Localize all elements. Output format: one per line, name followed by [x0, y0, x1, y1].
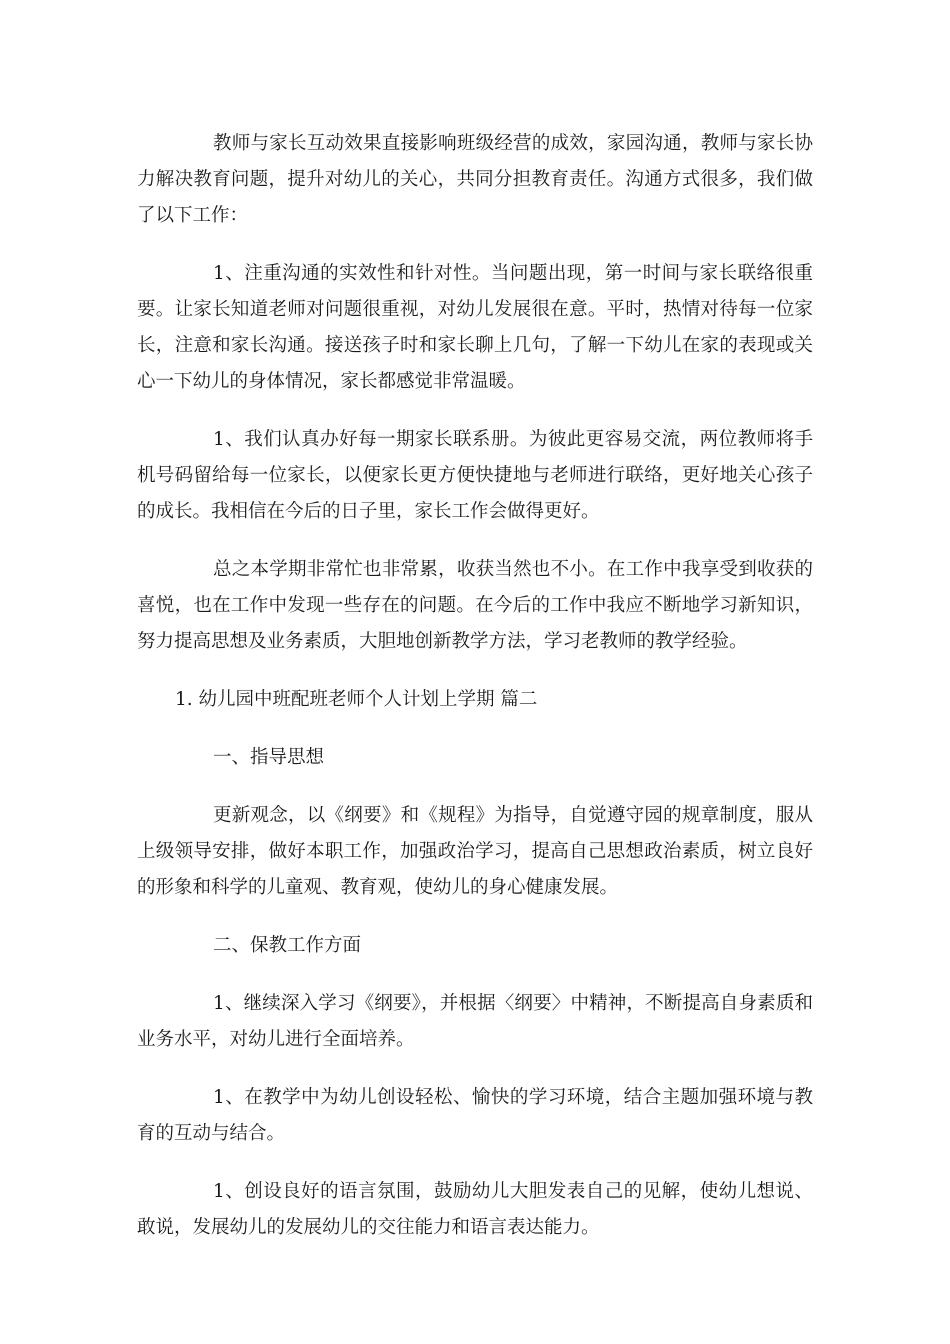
- paragraph-semester-summary: 总之本学期非常忙也非常累，收获当然也不小。在工作中我享受到收获的喜悦，也在工作中发现一些存在的问题。在今后的工作中我应不断地学习新知识，努力提高思想及业务素质，大胆地创新教学方法，学习老教师的教学经验。: [137, 559, 813, 652]
- section-heading-guiding-ideology: 一、指导思想: [213, 747, 325, 768]
- document-page: [137, 126, 813, 1268]
- article-heading: 1. 幼儿园中班配班老师个人计划上学期 篇二: [175, 689, 538, 710]
- paragraph-home-school-intro: 教师与家长互动效果直接影响班级经营的成效，家园沟通，教师与家长协力解决教育问题，提升对幼儿的关心，共同分担教育责任。沟通方式很多，我们做了以下工作：: [137, 133, 813, 226]
- paragraph-guiding-ideology: 更新观念，以《纲要》和《规程》为指导，自觉遵守园的规章制度，服从上级领导安排，做好本职工作，加强政治学习，提高自己思想政治素质，树立良好的形象和科学的儿童观、教育观，使幼儿的身心健康发展。: [137, 805, 813, 898]
- paragraph-language-atmosphere: 1、创设良好的语言氛围，鼓励幼儿大胆发表自己的见解，使幼儿想说、敢说，发展幼儿的发展幼儿的交往能力和语言表达能力。: [137, 1181, 813, 1238]
- section-heading-care-education: 二、保教工作方面: [213, 935, 362, 956]
- paragraph-study-guidelines: 1、继续深入学习《纲要》，并根据〈纲要〉中精神，不断提高自身素质和业务水平，对幼儿进行全面培养。: [137, 993, 813, 1050]
- paragraph-contact-booklet: 1、我们认真办好每一期家长联系册。为彼此更容易交流，两位教师将手机号码留给每一位家长，以便家长更方便快捷地与老师进行联络，更好地关心孩子的成长。我相信在今后的日子里，家长工作会做得更好。: [137, 429, 813, 522]
- paragraph-learning-environment: 1、在教学中为幼儿创设轻松、愉快的学习环境，结合主题加强环境与教育的互动与结合。: [137, 1087, 813, 1144]
- paragraph-communication-effectiveness: 1、注重沟通的实效性和针对性。当问题出现，第一时间与家长联络很重要。让家长知道老师对问题很重视，对幼儿发展很在意。平时，热情对待每一位家长，注意和家长沟通。接送孩子时和家长聊上几句，了解一下幼儿在家的表现或关心一下幼儿的身体情况，家长都感觉非常温暖。: [137, 263, 813, 392]
